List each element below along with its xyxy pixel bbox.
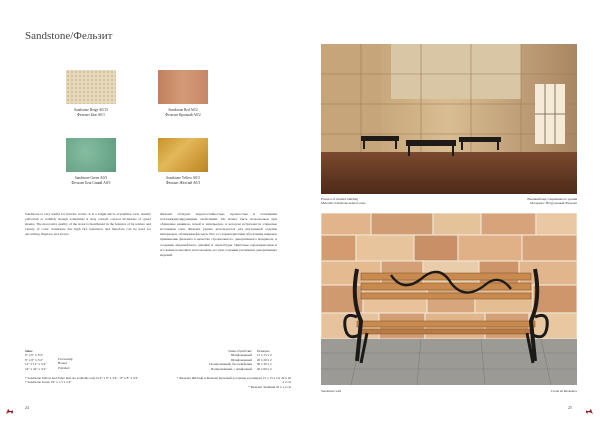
brand-logo-icon	[5, 408, 14, 415]
wall-caption-en: Sandstone wall	[321, 389, 342, 393]
wall-caption-ru: Стена из Фельзита	[550, 389, 577, 393]
swatch-green	[66, 138, 116, 172]
swatch-caption: Sandstone Yellow A0/3 Фельзит Жёлтый A0/3	[165, 176, 201, 185]
note-en: * Sandstone Yellow and Fabio Red are available only in 6" x 6" x 3/4" / 8" x 8" x 3/4" * Sandstone Green 18" x 1,5 x 1/4"	[25, 376, 139, 385]
swatch-caption: Sandstone Beige A0/15 Фельзит Беж A0/1	[74, 108, 108, 117]
page-title: Sandstone/Фельзит	[25, 30, 113, 42]
sandstone-wall-photo	[321, 213, 577, 385]
processing-block: Processing: Honed Polished	[58, 357, 74, 370]
description-en: Sandstone is very useful for interior works. It is a bright micro-crystalline rock, usually yellowish or reddish, though sometimes it may contain colored inclusions of green shades. The decorative quality of the stone is manifested in the features of its texture and variety of color. Sandstone has high fire resistance and therefore can be used for decorating fireplace and stoves.	[25, 212, 151, 237]
swatch-yellow	[158, 138, 208, 172]
ru-spec-table: Типы обработки: Размеры: Шлифованный 15 x 15 x 2 Шлифованный 20 x 20 x 2 Полированный, без шлифовки 30 x 30 x 2 Полированный, с шлифовкой 40 x 60 x 2	[209, 349, 272, 371]
page-number-right: 25	[568, 405, 572, 410]
description-ru: Фельзит обладает жаропостойкостью, прочностью и отличными теплоаккумулирующими свойствами. Он может быть использован при облицовке каминов, печей и интерьеров, в котором встречаются открытые источники огня. Фельзит удачно используется для внутренней отделки интерьеров, облицовки фасадов. Все это характеристики обусловили широкое применение фельзита в качестве строительного, декоративного материала, в создании ландшафтного дизайна и скульптуры. Цветовые характеристики и его камня позволяют использовать его при создании различных декоративных изделий.	[160, 212, 277, 257]
swatch-red	[158, 70, 208, 104]
sizes-block: Sizes: 6" x 6" x 3/4" 8" x 8" x 3/4" 12" x 12" x 3/4" 16" x 24" x 3/4"	[25, 349, 47, 371]
photo-caption-ru: Внешний вид современного здания Материал: Натуральный Фельзит	[527, 197, 577, 206]
brand-logo-icon	[585, 408, 594, 415]
swatch-caption: Sandstone Green A0/3 Фельзит Беж Синий A0/3	[71, 176, 111, 185]
right-page	[300, 0, 600, 424]
swatch-caption: Sandstone Red A0/2 Фельзит Красный A0/2	[165, 108, 201, 117]
interior-photo	[321, 44, 577, 194]
page-number-left: 24	[25, 405, 29, 410]
swatch-beige	[66, 70, 116, 104]
note-ru: * Фельзит Жёлтый и Фельзит Красный доступны в размерах 15 x 15 x 2 и 20 x 20 x 2 см * Фельзит Зелёный 45 x 1,2 см	[176, 376, 291, 389]
photo-caption-en: Exterior of modern building Materials Sandstone natural stone	[321, 197, 366, 206]
